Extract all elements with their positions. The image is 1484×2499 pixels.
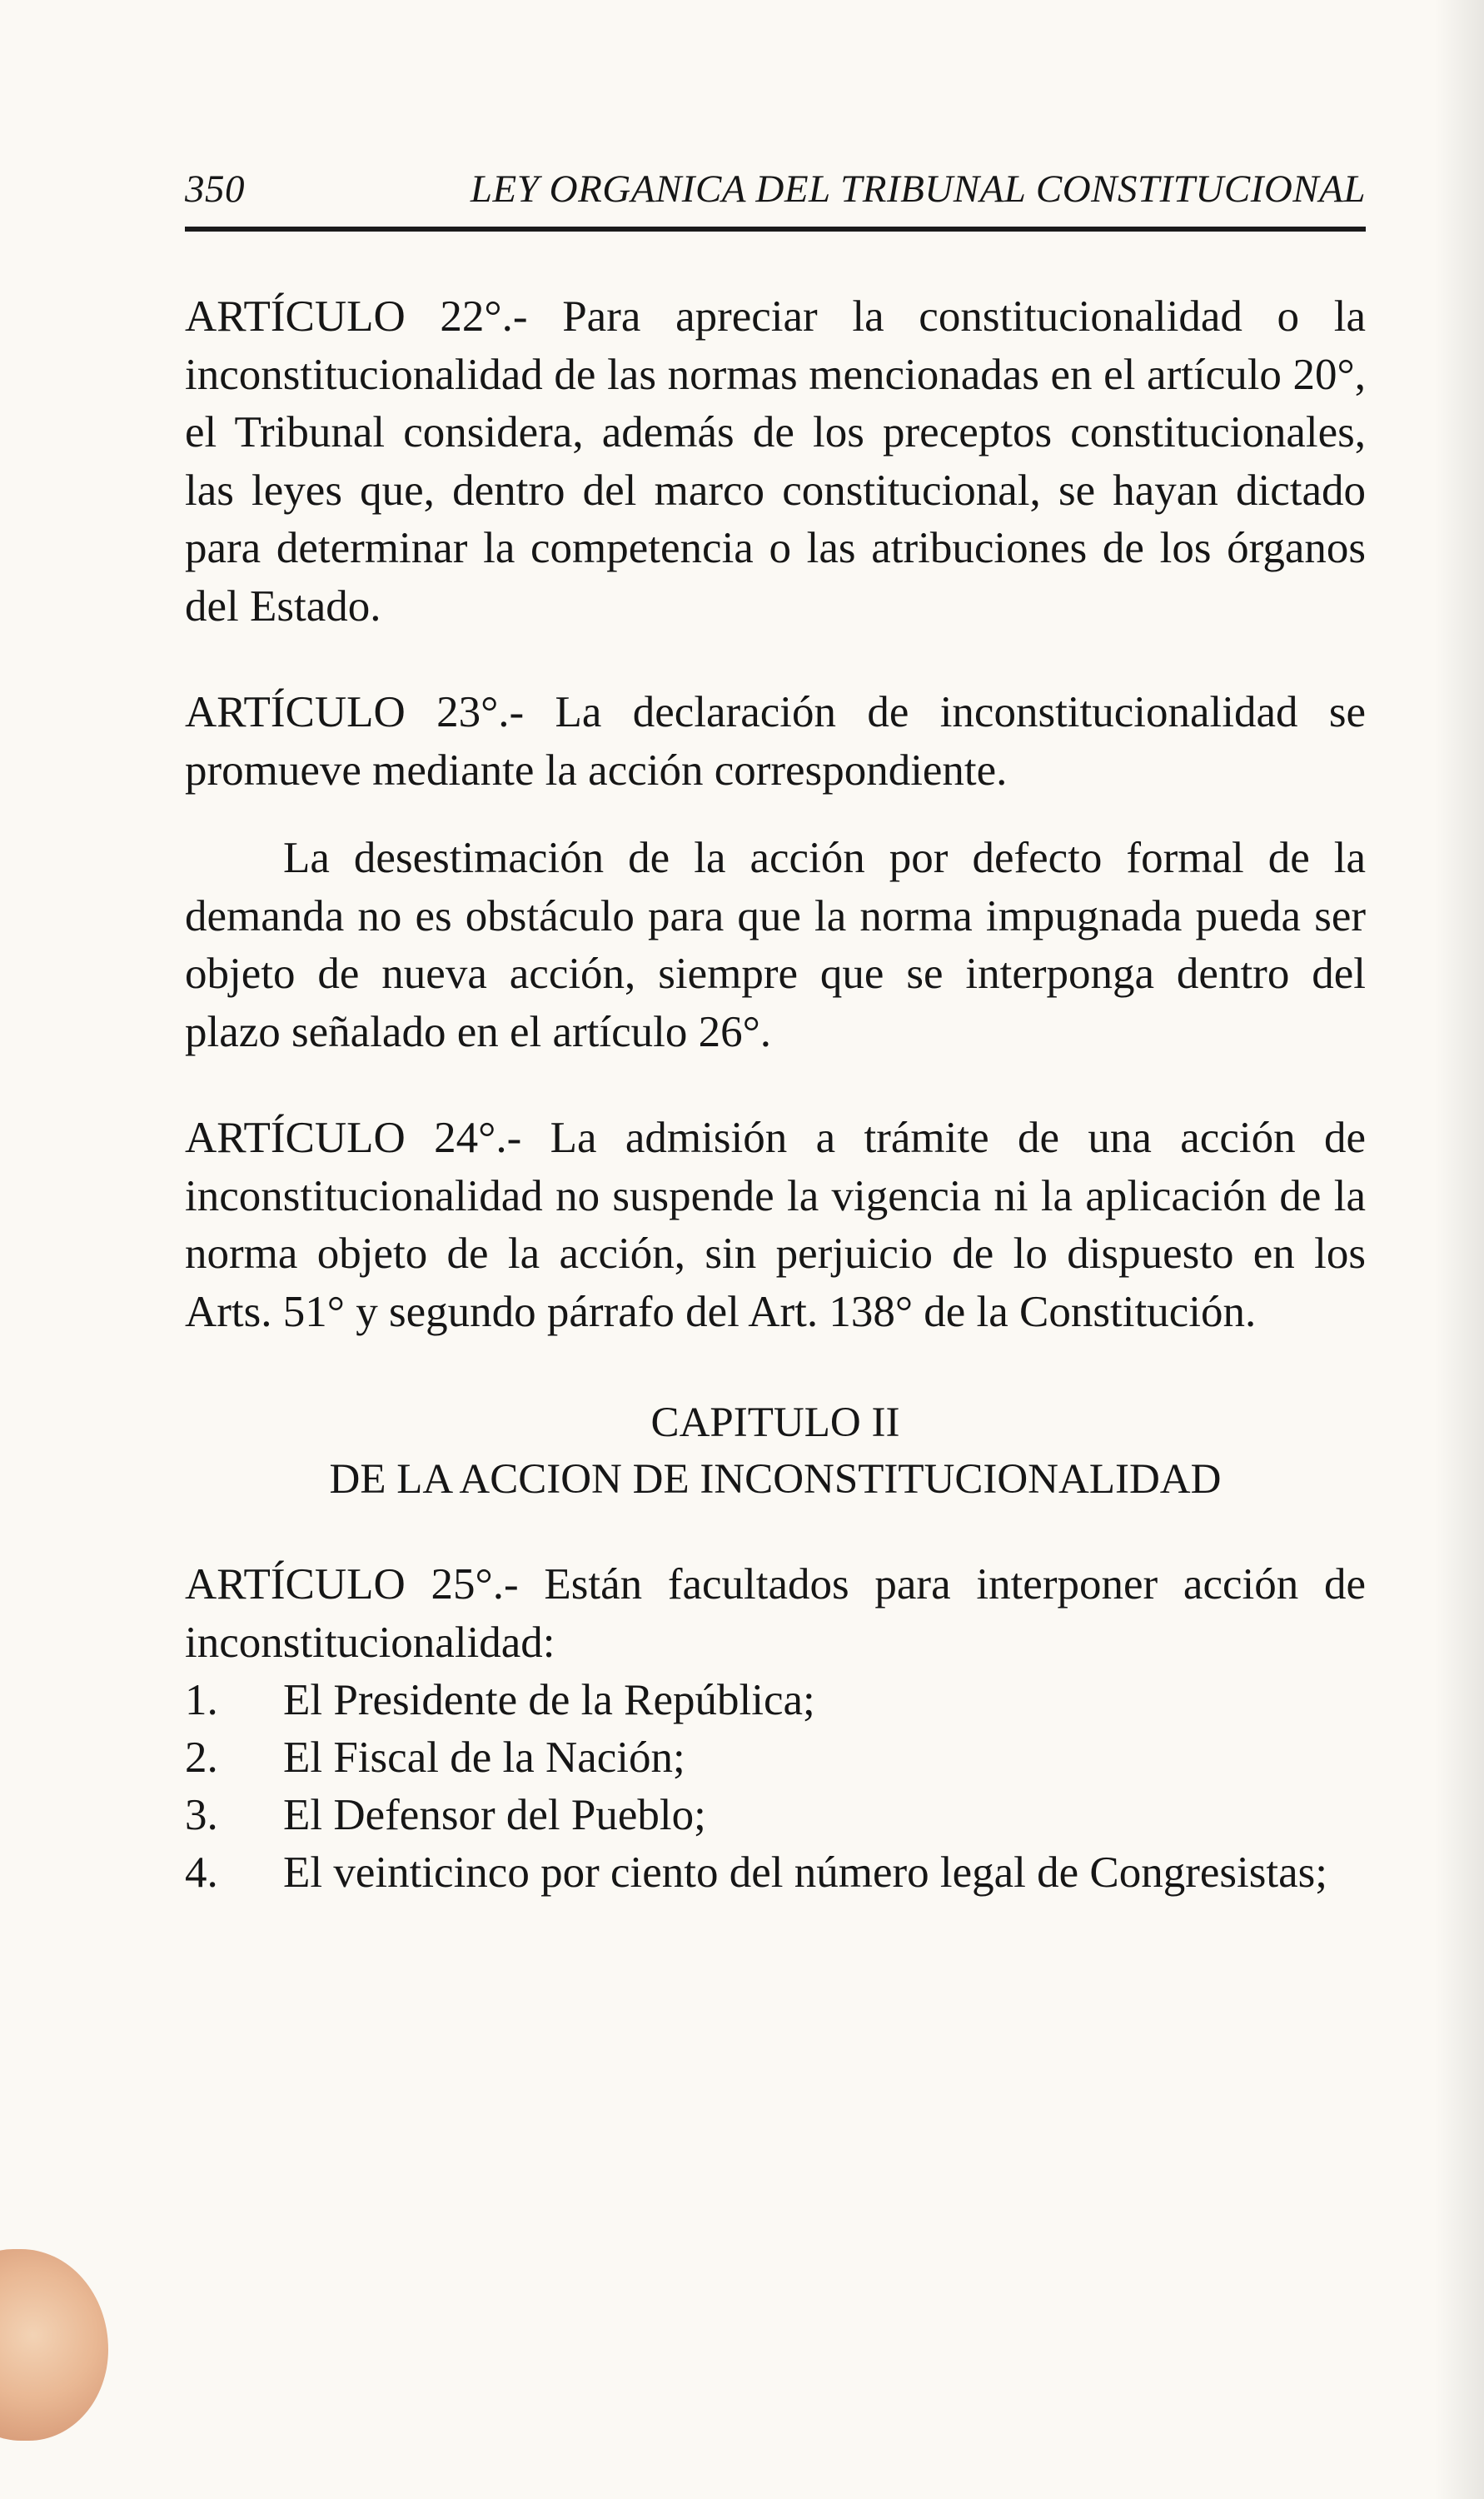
chapter-title: DE LA ACCION DE INCONSTITUCIONALIDAD — [329, 1456, 1222, 1503]
chapter-label: CAPITULO II — [650, 1399, 900, 1446]
list-item-text: El veinticinco por ciento del número legal de Congresistas; — [283, 1848, 1327, 1897]
article-23-paragraph-2: La desestimación de la acción por defecto formal de la demanda no es obstáculo para que la norma impugnada pueda ser objeto de nueva acción, siempre que se interponga dentro del plazo señalado en el artículo 26°. — [185, 834, 1366, 1056]
article-22 — [185, 288, 1366, 636]
page-edge-shadow — [1434, 0, 1484, 2499]
article-24-text: ARTÍCULO 24°.- La admisión a trámite de una acción de inconstitucionalidad no suspende la vigencia ni la aplicación de la norma objeto de la acción, sin perjuicio de lo dispuesto en los Arts. 51° y segundo párrafo del Art. 138° de la Constitución. — [185, 1114, 1366, 1336]
page-content — [185, 167, 1366, 1902]
article-25-list — [185, 1672, 1366, 1902]
page-number: 350 — [185, 167, 245, 211]
article-25-text: ARTÍCULO 25°.- Están facultados para interponer acción de inconstitucionalidad: — [185, 1560, 1366, 1667]
list-item-number: 3. — [185, 1791, 218, 1839]
list-item — [185, 1672, 1366, 1729]
header-rule — [185, 227, 1366, 232]
list-item — [185, 1729, 1366, 1787]
article-24 — [185, 1110, 1366, 1341]
list-item-text: El Defensor del Pueblo; — [283, 1791, 706, 1839]
list-item-number: 4. — [185, 1848, 218, 1897]
list-item-text: El Fiscal de la Nación; — [283, 1733, 685, 1782]
list-item — [185, 1787, 1366, 1844]
thumb-in-corner — [0, 2249, 108, 2441]
list-item-text: El Presidente de la República; — [283, 1676, 815, 1724]
article-22-text: ARTÍCULO 22°.- Para apreciar la constitucionalidad o la inconstitucionalidad de las normas mencionadas en el artículo 20°, el Tribunal considera, además de los preceptos constitucionales, las leyes que, dentro del marco constitucional, se hayan dictado para determinar la competencia o las atribuciones de los órganos del Estado. — [185, 292, 1366, 631]
chapter-heading — [185, 1394, 1366, 1508]
article-23-text: ARTÍCULO 23°.- La declaración de inconstitucionalidad se promueve mediante la acción correspondiente. — [185, 688, 1366, 795]
list-item-number: 1. — [185, 1676, 218, 1724]
list-item — [185, 1844, 1366, 1902]
running-header — [185, 167, 1366, 215]
article-23 — [185, 684, 1366, 1061]
list-item-number: 2. — [185, 1733, 218, 1782]
article-25 — [185, 1556, 1366, 1902]
running-title: LEY ORGANICA DEL TRIBUNAL CONSTITUCIONAL — [470, 167, 1366, 211]
